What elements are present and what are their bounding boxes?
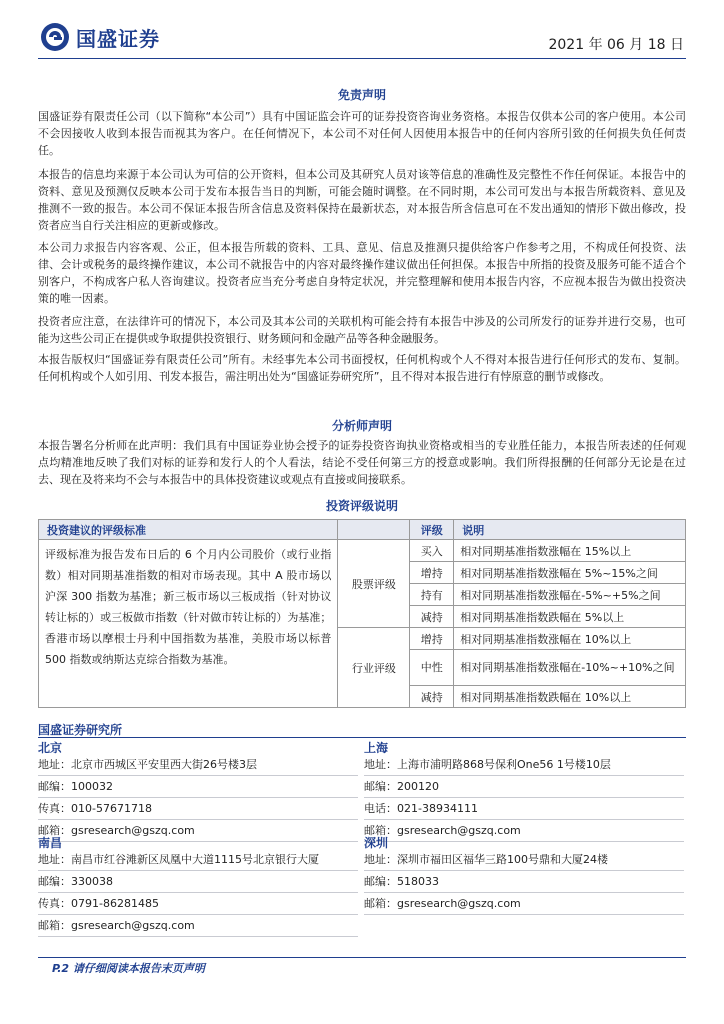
rating-grade-header: 评级 — [410, 520, 454, 540]
city-beijing: 北京 — [38, 741, 63, 755]
footer-divider — [38, 737, 686, 738]
disclaimer-paragraph: 国盛证券有限责任公司（以下简称“本公司”）具有中国证监会许可的证券投资咨询业务资格。本报告仅供本公司的客户使用。本公司不会因接收人收到本报告而视其为客户。在任何情况下，本公司不对任何人因使用本报告中的任何内容所引致的任何损失负任何责任。 — [38, 110, 686, 157]
city-shanghai: 上海 — [364, 741, 389, 755]
rating-desc: 相对同期基准指数涨幅在 5%~15%之间 — [454, 562, 686, 584]
address-line: 地址：北京市西城区平安里西大街26号楼3层 — [38, 754, 358, 776]
email-line: 邮箱：gsresearch@gszq.com — [364, 893, 684, 915]
guosheng-logo-icon — [40, 22, 70, 52]
email-line: 邮箱：gsresearch@gszq.com — [38, 820, 358, 842]
address-line: 地址：上海市浦明路868号保利One56 1号楼10层 — [364, 754, 684, 776]
email-line: 邮箱：gsresearch@gszq.com — [364, 820, 684, 842]
research-institute-heading: 国盛证券研究所 — [38, 723, 123, 737]
rating-desc: 相对同期基准指数跌幅在 10%以上 — [454, 686, 686, 708]
email-line: 邮箱：gsresearch@gszq.com — [38, 915, 358, 937]
header-divider — [38, 58, 686, 59]
disclaimer-paragraph: 本报告的信息均来源于本公司认为可信的公开资料，但本公司及其研究人员对该等信息的准确性及完整性不作任何保证。本报告中的资料、意见及预测仅反映本公司于发布本报告当日的判断，可能会随时调整。在不同时期，本公司可发出与本报告所载资料、意见及推测不一致的报告。本公司不保证本报告所含信息及资料保持在最新状态，对本报告所含信息可在不发出通知的情形下做出修改，投资者应当自行关注相应的更新或修改。 — [38, 168, 686, 232]
rating-spacer-header — [338, 520, 410, 540]
report-date: 2021 年 06 月 18 日 — [548, 37, 684, 53]
page-footer-note: P.2 请仔细阅读本报告末页声明 — [52, 962, 205, 975]
stock-rating-category: 股票评级 — [338, 540, 410, 628]
disclaimer-paragraph: 投资者应注意，在法律许可的情况下，本公司及其本公司的关联机构可能会持有本报告中涉及的公司所发行的证券并进行交易，也可能为这些公司正在提供或争取提供投资银行、财务顾问和金融产品等各种金融服务。 — [38, 315, 686, 345]
address-line: 地址：南昌市红谷滩新区凤凰中大道1115号北京银行大厦 — [38, 849, 358, 871]
rating-desc-header: 说明 — [454, 520, 686, 540]
analyst-paragraph: 本报告署名分析师在此声明：我们具有中国证券业协会授予的证券投资咨询执业资格或相当的专业胜任能力，本报告所表述的任何观点均精准地反映了我们对标的证券和发行人的个人看法，结论不受任何第三方的授意或影响。我们所得报酬的任何部分无论是在过去、现在及将来均不会与本报告中的具体投资建议或观点有直接或间接联系。 — [38, 439, 686, 486]
city-shenzhen: 深圳 — [364, 836, 389, 850]
rating-title: 投资评级说明 — [325, 499, 398, 513]
disclaimer-paragraph: 本报告版权归“国盛证券有限责任公司”所有。未经事先本公司书面授权，任何机构或个人不得对本报告进行任何形式的发布、复制。任何机构或个人如引用、刊发本报告，需注明出处为“国盛证券研究所”，且不得对本报告进行有悖原意的删节或修改。 — [38, 353, 686, 383]
nanchang-contact — [38, 849, 358, 937]
brand-logo — [40, 22, 160, 52]
rating-grade: 增持 — [410, 562, 454, 584]
shanghai-contact — [364, 754, 684, 842]
rating-grade: 减持 — [410, 686, 454, 708]
fax-line: 传真：010-57671718 — [38, 798, 358, 820]
rating-standard-text: 评级标准为报告发布日后的 6 个月内公司股价（或行业指数）相对同期基准指数的相对市场表现。其中 A 股市场以沪深 300 指数为基准；新三板市场以三板成指（针对协议转让标的）或三板做市指数（针对做市转让标的）为基准；香港市场以摩根士丹利中国指数为基准，美股市场以标普 500 指数或纳斯达克综合指数为基准。 — [39, 540, 338, 708]
industry-rating-category: 行业评级 — [338, 628, 410, 708]
brand-name: 国盛证券 — [76, 26, 160, 51]
phone-line: 电话：021-38934111 — [364, 798, 684, 820]
analyst-title: 分析师声明 — [331, 419, 392, 433]
page-footer-divider — [38, 957, 686, 958]
rating-desc: 相对同期基准指数涨幅在-5%~+5%之间 — [454, 584, 686, 606]
city-nanchang: 南昌 — [38, 836, 63, 850]
postcode-line: 邮编：200120 — [364, 776, 684, 798]
postcode-line: 邮编：100032 — [38, 776, 358, 798]
address-line: 地址：深圳市福田区福华三路100号鼎和大厦24楼 — [364, 849, 684, 871]
rating-desc: 相对同期基准指数涨幅在 10%以上 — [454, 628, 686, 650]
disclaimer-title: 免责声明 — [337, 88, 386, 102]
postcode-line: 邮编：518033 — [364, 871, 684, 893]
fax-line: 传真：0791-86281485 — [38, 893, 358, 915]
rating-desc: 相对同期基准指数跌幅在 5%以上 — [454, 606, 686, 628]
rating-grade: 买入 — [410, 540, 454, 562]
rating-grade: 减持 — [410, 606, 454, 628]
rating-desc: 相对同期基准指数涨幅在 15%以上 — [454, 540, 686, 562]
shenzhen-contact — [364, 849, 684, 915]
rating-grade: 增持 — [410, 628, 454, 650]
rating-table-header — [39, 520, 686, 540]
rating-grade: 持有 — [410, 584, 454, 606]
beijing-contact — [38, 754, 358, 842]
table-row — [39, 540, 686, 562]
rating-standard-header: 投资建议的评级标准 — [39, 520, 338, 540]
rating-grade: 中性 — [410, 650, 454, 686]
rating-table — [38, 519, 686, 708]
postcode-line: 邮编：330038 — [38, 871, 358, 893]
rating-desc: 相对同期基准指数涨幅在-10%~+10%之间 — [454, 650, 686, 686]
disclaimer-paragraph: 本公司力求报告内容客观、公正，但本报告所载的资料、工具、意见、信息及推测只提供给客户作参考之用，不构成任何投资、法律、会计或税务的最终操作建议，本公司不就报告中的内容对最终操作建议做出任何担保。本报告中所指的投资及服务可能不适合个别客户，不构成客户私人咨询建议。投资者应当充分考虑自身特定状况，并完整理解和使用本报告内容，不应视本报告为做出投资决策的唯一因素。 — [38, 241, 686, 305]
